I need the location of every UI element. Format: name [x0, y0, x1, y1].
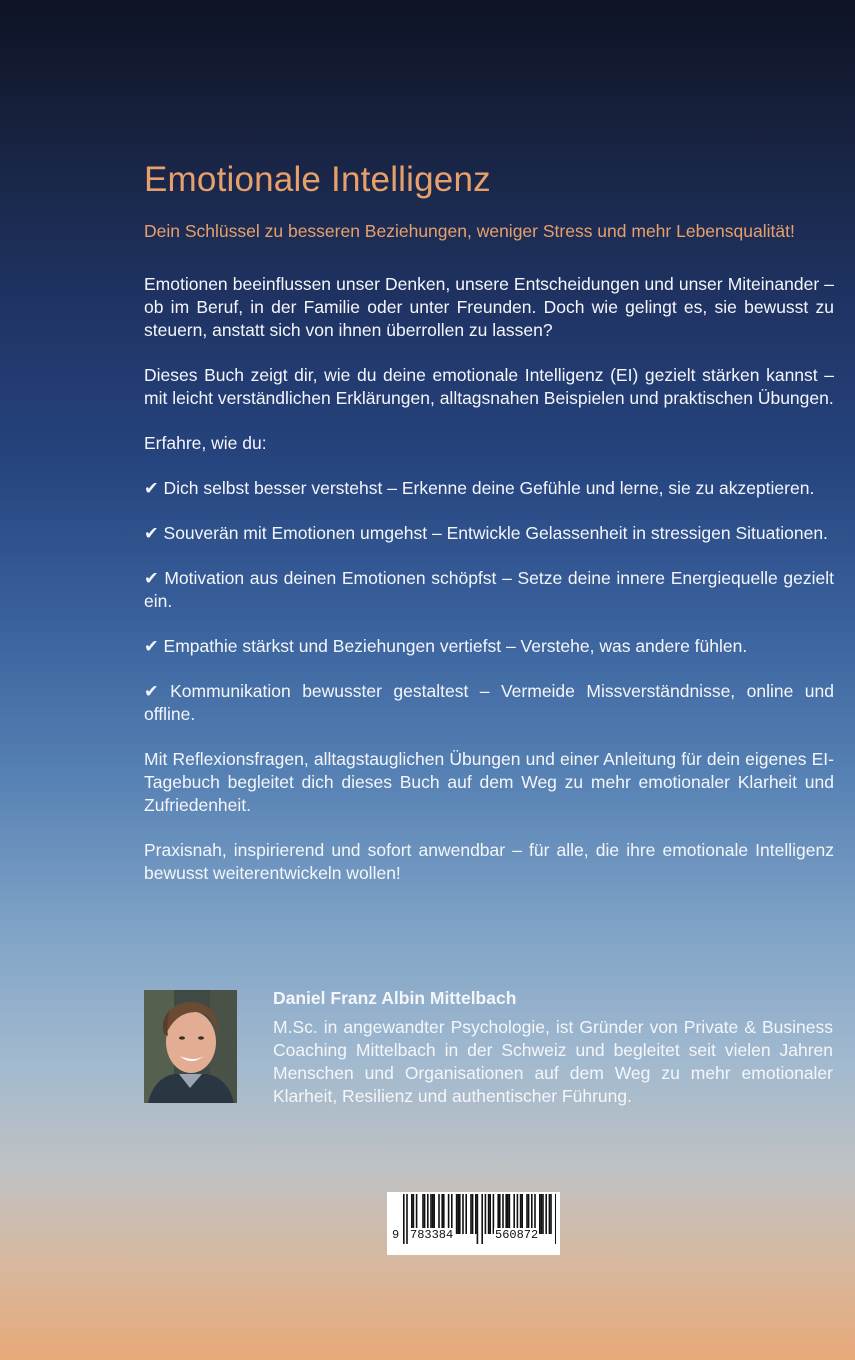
barcode-group-1: 783384 [410, 1228, 454, 1242]
book-subtitle: Dein Schlüssel zu besseren Beziehungen, weniger Stress und mehr Lebensqualität! [144, 221, 795, 241]
book-title: Emotionale Intelligenz [144, 160, 491, 199]
author-portrait-image [144, 990, 237, 1103]
barcode-group-2: 560872 [495, 1228, 539, 1242]
author-name: Daniel Franz Albin Mittelbach [273, 988, 517, 1008]
closing-paragraph: Praxisnah, inspirierend und sofort anwendbar – für alle, die ihre emotionale Intelligenz bewusst weiterentwickeln wollen! [144, 840, 834, 883]
closing-paragraph: Mit Reflexionsfragen, alltagstauglichen Übungen und einer Anleitung für dein eigenes EI-Tagebuch begleitet dich dieses Buch auf dem Weg zu mehr emotionaler Klarheit und Zufriedenheit. [144, 749, 834, 815]
blurb [144, 273, 834, 907]
blurb-paragraph: Erfahre, wie du: [144, 433, 267, 453]
checklist-item: ✔ Empathie stärkst und Beziehungen vertiefst – Verstehe, was andere fühlen. [144, 635, 834, 658]
blurb-paragraph: Dieses Buch zeigt dir, wie du deine emotionale Intelligenz (EI) gezielt stärken kannst – mit leicht verständlichen Erklärungen, alltagsnahen Beispielen und praktischen Übungen. [144, 365, 834, 408]
checklist-item: ✔ Dich selbst besser verstehst – Erkenne deine Gefühle und lerne, sie zu akzeptieren. [144, 477, 834, 500]
author-photo [144, 990, 237, 1103]
blurb-paragraph: Emotionen beeinflussen unser Denken, unsere Entscheidungen und unser Miteinander – ob im Beruf, in der Familie oder unter Freunden. Doch wie gelingt es, sie bewusst zu steuern, anstatt sich von ihnen überrollen zu lassen? [144, 274, 834, 340]
checklist-item: ✔ Kommunikation bewusster gestaltest – Vermeide Missverständnisse, online und offline. [144, 680, 834, 726]
author-bio: M.Sc. in angewandter Psychologie, ist Gründer von Private & Business Coaching Mittelbach in der Schweiz und begleitet seit vielen Jahren Menschen und Organisationen auf dem Weg zu mehr emotionaler Klarheit, Resilienz und authentischer Führung. [273, 1017, 833, 1106]
barcode-prefix: 9 [392, 1228, 400, 1242]
barcode-digits [387, 1228, 560, 1246]
checklist-item: ✔ Motivation aus deinen Emotionen schöpfst – Setze deine innere Energiequelle gezielt ein. [144, 567, 834, 613]
isbn-barcode [387, 1192, 560, 1255]
checklist-item: ✔ Souverän mit Emotionen umgehst – Entwickle Gelassenheit in stressigen Situationen. [144, 522, 834, 545]
